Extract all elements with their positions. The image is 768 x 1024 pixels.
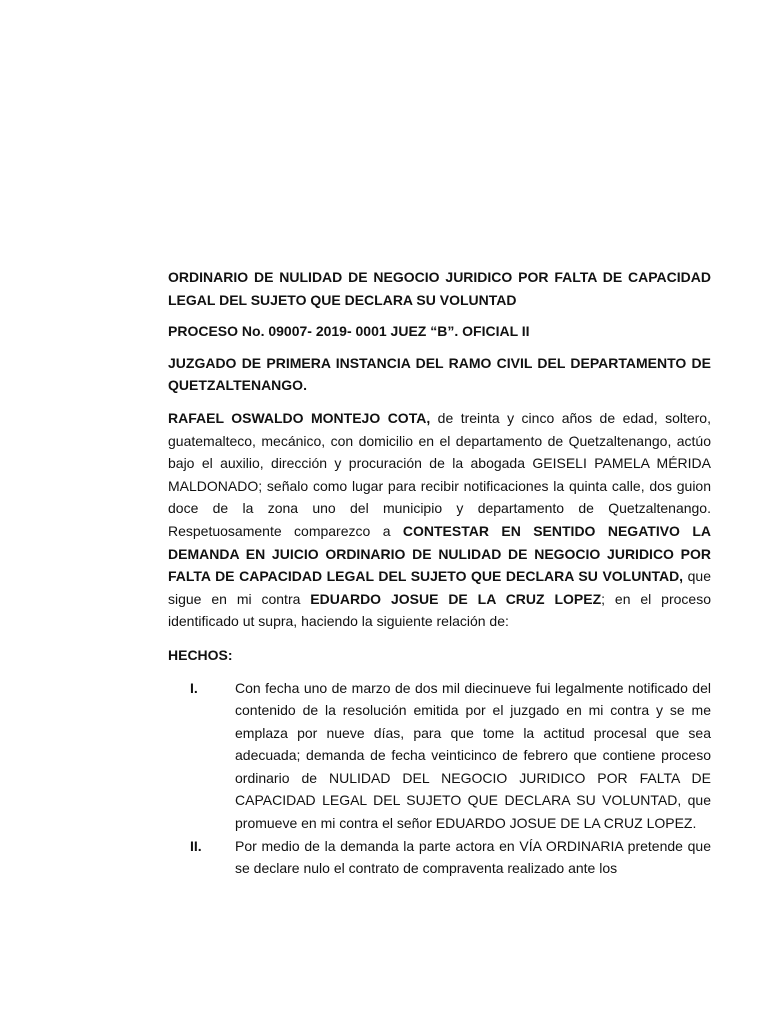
document-body bbox=[168, 266, 711, 880]
fact-number: I. bbox=[190, 679, 198, 696]
intro-text-a: de treinta y cinco años de edad, soltero, guatemalteco, mecánico, con domicilio en el departamento de Quetzaltenango, actúo bajo el auxilio, dirección y procuración de la abogada GEISELI PAMELA MÉRIDA MALDONADO; señalo como lugar para recibir notificaciones la quinta calle, dos guion doce de la zona uno del municipio y departamento de Quetzaltenango. Respetuosamente comparezco a bbox=[168, 409, 711, 539]
court-name: JUZGADO DE PRIMERA INSTANCIA DEL RAMO CIVIL DEL DEPARTAMENTO DE QUETZALTENANGO. bbox=[168, 354, 711, 394]
action-statement: CONTESTAR EN SENTIDO NEGATIVO LA DEMANDA EN JUICIO ORDINARIO DE NULIDAD DE NEGOCIO JURIDICO POR FALTA DE CAPACIDAD LEGAL DEL SUJETO QUE DECLARA SU VOLUNTAD, bbox=[168, 522, 711, 585]
fact-item bbox=[168, 835, 711, 880]
party-name: RAFAEL OSWALDO MONTEJO COTA, bbox=[168, 409, 431, 426]
fact-number: II. bbox=[190, 837, 202, 854]
opponent-name: EDUARDO JOSUE DE LA CRUZ LOPEZ bbox=[310, 590, 602, 607]
intro-text-c: ; en el proceso identificado ut supra, haciendo la siguiente relación de: bbox=[168, 590, 711, 630]
fact-text: Con fecha uno de marzo de dos mil diecinueve fui legalmente notificado del contenido de la resolución emitida por el juzgado en mi contra y se me emplaza por nueve días, para que tome la actitud procesal que sea adecuada; demanda de fecha veinticinco de febrero que contiene proceso ordinario de NULIDAD DEL NEGOCIO JURIDICO POR FALTA DE CAPACIDAD LEGAL DEL SUJETO QUE DECLARA SU VOLUNTAD, que promueve en mi contra el señor EDUARDO JOSUE DE LA CRUZ LOPEZ. bbox=[235, 679, 711, 832]
fact-text: Por medio de la demanda la parte actora en VÍA ORDINARIA pretende que se declare nulo el contrato de compraventa realizado ante los bbox=[235, 837, 711, 877]
facts-heading: HECHOS: bbox=[168, 646, 233, 663]
process-number: PROCESO No. 09007- 2019- 0001 JUEZ “B”. OFICIAL II bbox=[168, 323, 530, 340]
document-title: ORDINARIO DE NULIDAD DE NEGOCIO JURIDICO POR FALTA DE CAPACIDAD LEGAL DEL SUJETO QUE DECLARA SU VOLUNTAD bbox=[168, 269, 711, 308]
fact-item bbox=[168, 677, 711, 835]
intro-paragraph bbox=[168, 407, 711, 633]
intro-text-b: que sigue en mi contra bbox=[168, 568, 712, 607]
